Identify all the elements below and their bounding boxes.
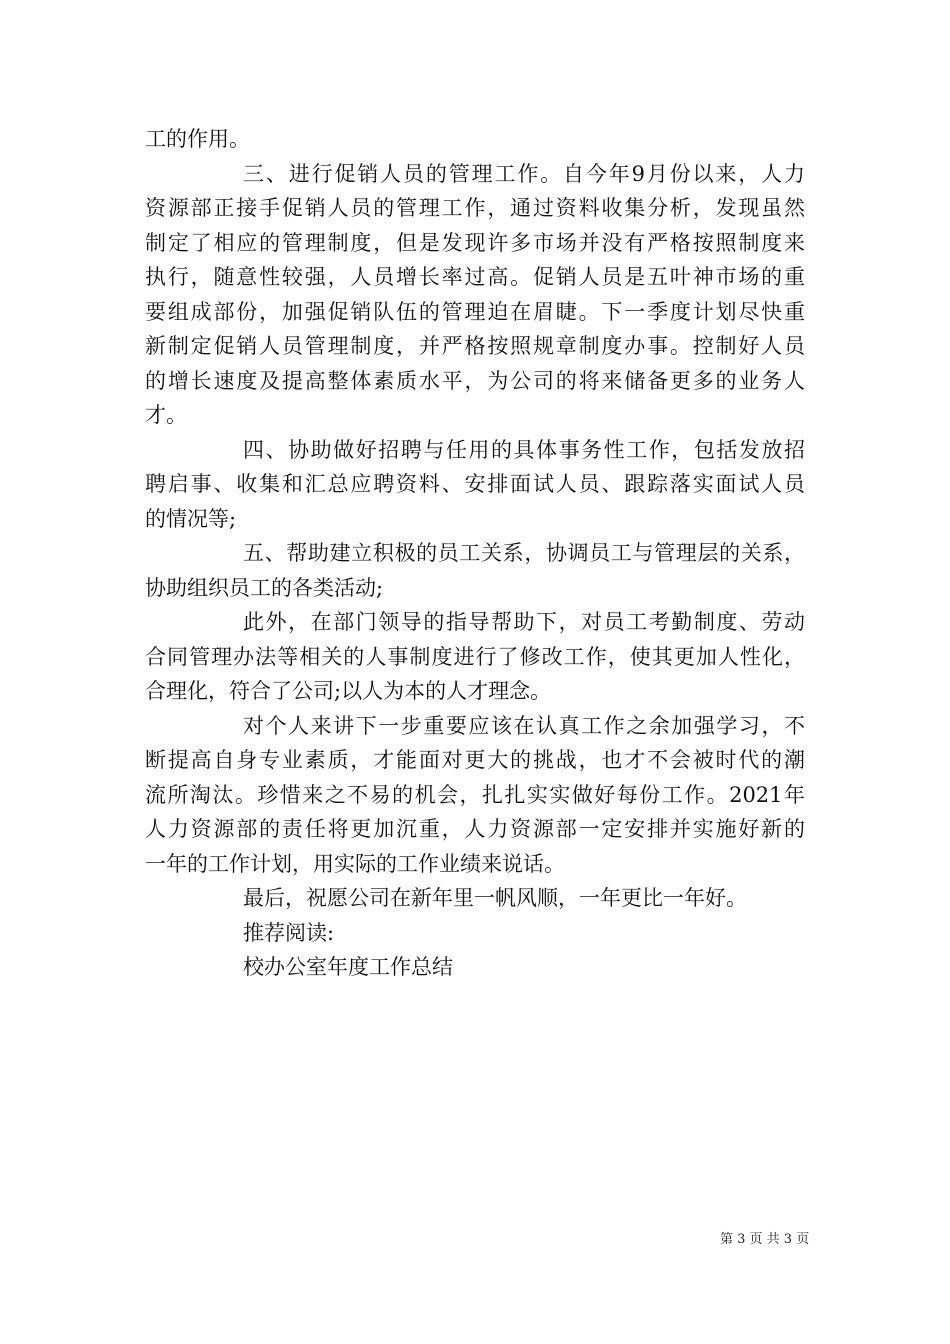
closing-wish-line: 最后，祝愿公司在新年里一帆风顺，一年更比一年好。 [243,886,747,910]
text-line: 的增长速度及提高整体素质水平，为公司的将来储备更多的业务人 [145,368,805,393]
paragraph-four-heading-line: 四、协助做好招聘与任用的具体事务性工作，包括发放招 [243,437,805,462]
text-line: 的情况等; [145,506,237,531]
page-number: 第 3 页 共 3 页 [720,1232,810,1247]
document-body [145,122,805,985]
text-line: 才。 [145,403,187,427]
text-line: 合同管理办法等相关的人事制度进行了修改工作，使其更加人性化， [145,644,805,669]
recommended-reading-link[interactable]: 校办公室年度工作总结 [243,955,453,979]
text-line: 制定了相应的管理制度，但是发现许多市场并没有严格按照制度来 [145,230,805,255]
paragraph-five-heading-line: 五、帮助建立积极的员工关系，协调员工与管理层的关系， [243,541,805,565]
recommended-reading-label: 推荐阅读: [243,920,335,945]
text-line: 新制定促销人员管理制度，并严格按照规章制度办事。控制好人员 [145,334,805,358]
paragraph-three-heading-line: 三、进行促销人员的管理工作。自今年9月份以来，人力 [243,161,805,186]
paragraph-additional-line: 此外，在部门领导的指导帮助下，对员工考勤制度、劳动 [243,610,805,634]
text-line: 要组成部份，加强促销队伍的管理迫在眉睫。下一季度计划尽快重 [145,299,805,324]
text-line: 断提高自身专业素质，才能面对更大的挑战，也才不会被时代的潮 [145,748,805,772]
paragraph-personal-line: 对个人来讲下一步重要应该在认真工作之余加强学习，不 [243,713,805,738]
text-line: 资源部正接手促销人员的管理工作，通过资料收集分析，发现虽然 [145,196,805,220]
text-line: 一年的工作计划，用实际的工作业绩来说话。 [145,851,565,876]
text-line: 协助组织员工的各类活动; [145,575,384,600]
text-line: 执行，随意性较强，人员增长率过高。促销人员是五叶神市场的重 [145,265,805,289]
text-line: 聘启事、收集和汇总应聘资料、安排面试人员、跟踪落实面试人员 [145,472,805,496]
text-line: 工的作用。 [145,127,250,151]
text-line: 人力资源部的责任将更加沉重，人力资源部一定安排并实施好新的 [145,817,805,841]
text-line: 流所淘汰。珍惜来之不易的机会，扎扎实实做好每份工作。2021年 [145,782,805,807]
text-line: 合理化，符合了公司;以人为本的人才理念。 [145,679,552,703]
